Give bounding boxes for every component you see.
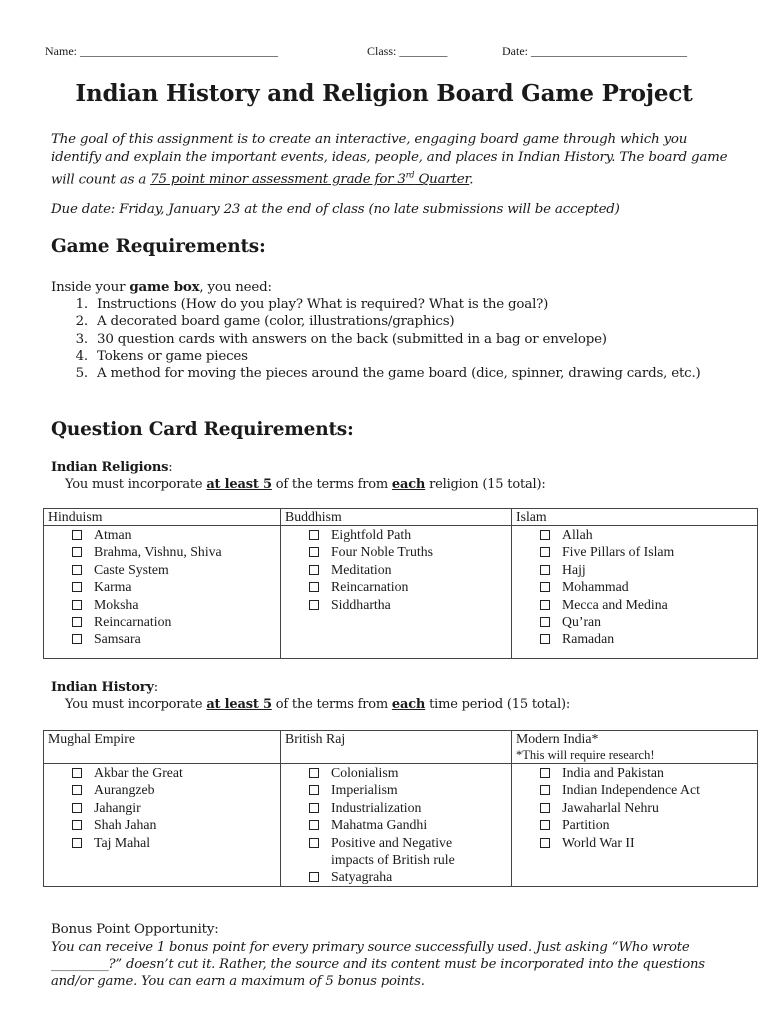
- checklist-item: Partition: [540, 816, 753, 833]
- checklist-item: Colonialism: [309, 764, 507, 781]
- instr-emphasis: each: [391, 477, 426, 492]
- checklist-item: Industrialization: [309, 799, 507, 816]
- intro-text: The goal of this assignment is to create an interactive, engaging board game through which you identify and explain the important events, ideas, people, and places in Indian History. The board game will count as a: [51, 132, 728, 188]
- checklist-item: India and Pakistan: [540, 764, 753, 781]
- intro-quarter-text: Quarter: [414, 172, 470, 188]
- religions-table: [43, 508, 758, 659]
- due-date: Due date: Friday, January 23 at the end of class (no late submissions will be accepted): [51, 202, 620, 217]
- list-number: 2.: [75, 314, 88, 330]
- checklist-item: Atman: [72, 526, 276, 543]
- history-label-colon: :: [153, 680, 158, 695]
- checklist-item: Mahatma Gandhi: [309, 816, 507, 833]
- list-item: [51, 331, 701, 348]
- checklist-item: Four Noble Truths: [309, 543, 507, 560]
- intro-grade-text: 75 point minor assessment grade for 3: [150, 172, 406, 188]
- game-box-intro: [51, 279, 272, 295]
- bonus-text: You can receive 1 bonus point for every primary source successfully used. Just asking “Who wrote _________?” doesn’t cut it. Rather, the source and its content must be incorporated into the questions and/or game. You can earn a maximum of 5 bonus points.: [51, 940, 705, 989]
- checklist-item: Five Pillars of Islam: [540, 543, 753, 560]
- instr-text: time period (15 total):: [425, 697, 571, 712]
- table-header-row: [44, 509, 758, 526]
- checklist-item: Karma: [72, 578, 276, 595]
- history-label-text: Indian History: [51, 680, 154, 695]
- game-requirements-list: [51, 296, 701, 382]
- column-header-text: Mughal Empire: [48, 731, 135, 746]
- buddhism-terms: [285, 526, 507, 613]
- hinduism-terms: [48, 526, 276, 648]
- modern-india-cell: [512, 764, 758, 887]
- history-label: [51, 680, 158, 695]
- checklist-item: Qu’ran: [540, 613, 753, 630]
- checklist-item: Positive and Negative impacts of British rule: [309, 834, 481, 869]
- bonus-heading: Bonus Point Opportunity:: [51, 922, 219, 937]
- checklist-item: Reincarnation: [72, 613, 276, 630]
- instr-text: You must incorporate: [65, 697, 207, 712]
- religions-instructions: [65, 477, 546, 492]
- instr-emphasis: each: [391, 697, 426, 712]
- checklist-item: Meditation: [309, 561, 507, 578]
- table-row: [44, 526, 758, 659]
- islam-cell: [512, 526, 758, 659]
- list-item: [51, 313, 701, 330]
- checklist-item: Brahma, Vishnu, Shiva: [72, 543, 276, 560]
- list-text: A method for moving the pieces around the game board (dice, spinner, drawing cards, etc.): [97, 366, 701, 382]
- mughal-empire-cell: [44, 764, 281, 887]
- checklist-item: Satyagraha: [309, 868, 507, 885]
- list-item: [51, 365, 701, 382]
- game-box-suffix: , you need:: [199, 280, 272, 295]
- religions-label-colon: :: [168, 460, 173, 475]
- islam-terms: [516, 526, 753, 648]
- religions-label: [51, 460, 172, 475]
- list-number: 1.: [75, 297, 88, 312]
- column-header-mughal-empire: [44, 731, 281, 764]
- class-field: Class: ________: [367, 44, 448, 58]
- table-header-row: [44, 731, 758, 764]
- column-header-buddhism: Buddhism: [281, 509, 512, 526]
- list-number: 3.: [75, 331, 88, 347]
- column-header-british-raj: [281, 731, 512, 764]
- research-note: *This will require research!: [516, 748, 655, 762]
- column-header-text: Modern India*: [516, 731, 599, 746]
- column-header-hinduism: Hinduism: [44, 509, 281, 526]
- list-text: Instructions (How do you play? What is required? What is the goal?): [97, 297, 549, 312]
- checklist-item: Mecca and Medina: [540, 596, 753, 613]
- checklist-item: World War II: [540, 834, 753, 851]
- date-field: Date: __________________________: [502, 44, 687, 58]
- page-title: Indian History and Religion Board Game Project: [75, 80, 693, 107]
- list-number: 4.: [75, 348, 88, 364]
- checklist-item: Shah Jahan: [72, 816, 276, 833]
- modern-india-terms: [516, 764, 753, 851]
- game-requirements-heading: Game Requirements:: [51, 236, 266, 257]
- hinduism-cell: [44, 526, 281, 659]
- list-item: [51, 348, 701, 365]
- instr-emphasis: at least 5: [206, 477, 272, 492]
- history-table: [43, 730, 758, 887]
- british-raj-terms: [285, 764, 507, 886]
- game-box-bold: game box: [129, 279, 200, 295]
- instr-text: of the terms from: [271, 477, 392, 492]
- instr-emphasis: at least 5: [206, 697, 272, 712]
- checklist-item: Indian Independence Act: [540, 781, 753, 798]
- column-header-text: British Raj: [285, 731, 346, 746]
- checklist-item: Aurangzeb: [72, 781, 276, 798]
- list-number: 5.: [75, 366, 88, 382]
- checklist-item: Imperialism: [309, 781, 507, 798]
- question-card-heading: Question Card Requirements:: [51, 419, 354, 440]
- instr-text: You must incorporate: [65, 477, 207, 492]
- buddhism-cell: [281, 526, 512, 659]
- checklist-item: Eightfold Path: [309, 526, 507, 543]
- checklist-item: Jahangir: [72, 799, 276, 816]
- column-header-islam: Islam: [512, 509, 758, 526]
- instr-text: of the terms from: [271, 697, 392, 712]
- checklist-item: Allah: [540, 526, 753, 543]
- checklist-item: Hajj: [540, 561, 753, 578]
- checklist-item: Taj Mahal: [72, 834, 276, 851]
- religions-label-text: Indian Religions: [51, 460, 169, 475]
- list-text: Tokens or game pieces: [97, 348, 248, 364]
- game-box-prefix: Inside your: [51, 280, 130, 295]
- table-row: [44, 764, 758, 887]
- list-item: [51, 296, 701, 313]
- checklist-item: Jawaharlal Nehru: [540, 799, 753, 816]
- intro-paragraph: [51, 131, 731, 189]
- column-header-modern-india: [512, 731, 758, 764]
- checklist-item: Moksha: [72, 596, 276, 613]
- list-text: 30 question cards with answers on the back (submitted in a bag or envelope): [97, 331, 607, 347]
- checklist-item: Ramadan: [540, 630, 753, 647]
- intro-superscript: rd: [405, 171, 415, 180]
- checklist-item: Mohammad: [540, 578, 753, 595]
- intro-grade-underlined: [150, 172, 469, 187]
- mughal-empire-terms: [48, 764, 276, 851]
- checklist-item: Reincarnation: [309, 578, 507, 595]
- instr-text: religion (15 total):: [425, 477, 546, 492]
- checklist-item: Caste System: [72, 561, 276, 578]
- checklist-item: Siddhartha: [309, 596, 507, 613]
- list-text: A decorated board game (color, illustrations/graphics): [97, 314, 455, 330]
- intro-period: .: [469, 172, 474, 188]
- british-raj-cell: [281, 764, 512, 887]
- history-instructions: [65, 697, 570, 712]
- checklist-item: Akbar the Great: [72, 764, 276, 781]
- name-field: Name: _________________________________: [45, 44, 278, 58]
- checklist-item: Samsara: [72, 630, 276, 647]
